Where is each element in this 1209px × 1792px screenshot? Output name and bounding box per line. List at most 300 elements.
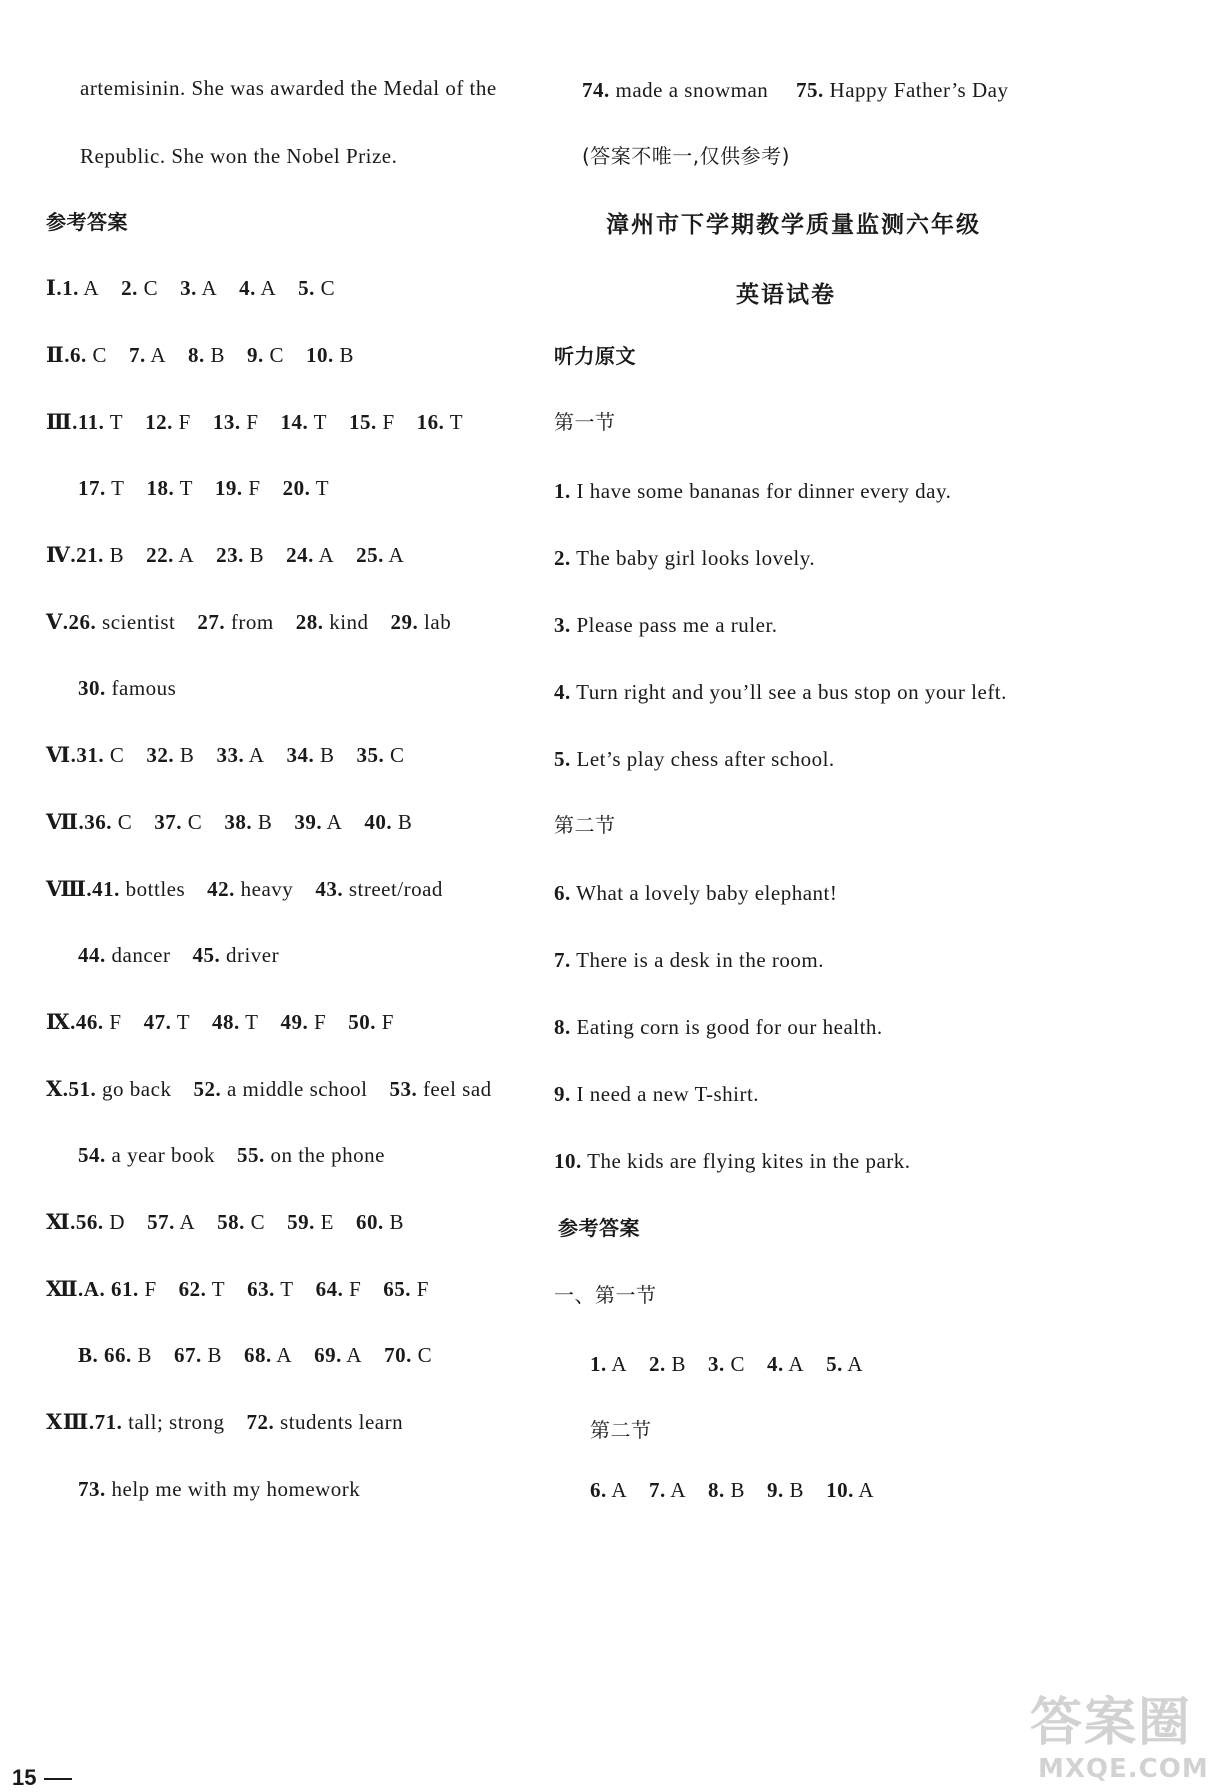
item-answer: A <box>248 743 265 767</box>
sentence-number: 3. <box>554 613 571 637</box>
answer-item <box>590 1352 627 1376</box>
answer-item <box>78 943 170 967</box>
answer-item <box>237 1143 385 1167</box>
item-answer: on the phone <box>270 1143 385 1167</box>
item-number: 13. <box>212 410 241 434</box>
roman-numeral: Ⅲ. <box>46 410 78 434</box>
item-answer: A <box>83 276 100 300</box>
item-number: 5. <box>826 1352 843 1376</box>
item-answer: B <box>389 1210 404 1234</box>
answer-item <box>767 1352 804 1376</box>
item-answer: T <box>245 1010 259 1034</box>
item-number: 9. <box>247 343 264 367</box>
listening-sentence <box>554 1084 759 1105</box>
item-answer: T <box>449 410 464 434</box>
item-answer: students learn <box>280 1410 404 1434</box>
item-number: 29. <box>390 610 419 634</box>
item-answer: go back <box>102 1077 172 1101</box>
answer-item <box>247 1277 293 1301</box>
roman-numeral: ⅩⅢ. <box>46 1410 95 1434</box>
answer-item <box>129 343 166 367</box>
item-answer: A <box>670 1478 687 1502</box>
item-number: 28. <box>295 610 324 634</box>
item-number: 3. <box>708 1352 725 1376</box>
answer-item <box>348 1010 394 1034</box>
item-answer: C <box>250 1210 266 1234</box>
sentence-number: 7. <box>554 948 571 972</box>
answer-item <box>212 1010 258 1034</box>
answer-line <box>78 678 176 699</box>
item-number: 35. <box>356 743 385 767</box>
item-number: 17. <box>78 476 106 500</box>
item-number: 6. <box>69 343 87 367</box>
answer-item <box>281 410 327 434</box>
answer-item <box>216 743 264 767</box>
item-number: 50. <box>348 1010 376 1034</box>
item-answer: A <box>611 1352 628 1376</box>
answer-item <box>95 1410 225 1434</box>
answer-item <box>287 1210 334 1234</box>
item-answer: A <box>318 543 335 567</box>
item-answer: C <box>109 743 125 767</box>
item-number: 21. <box>76 543 104 567</box>
answer-item <box>315 877 443 901</box>
item-number: 56. <box>75 1210 104 1234</box>
item-answer: C <box>92 343 107 367</box>
item-number: 30. <box>78 676 106 700</box>
answer-item <box>417 410 463 434</box>
page-footer <box>12 1765 72 1791</box>
answer-item <box>283 476 329 500</box>
item-answer: T <box>179 476 193 500</box>
item-answer: heavy <box>240 877 294 901</box>
item-answer: B <box>397 810 413 834</box>
answer-item <box>826 1352 863 1376</box>
answer-line <box>46 745 404 766</box>
item-answer: C <box>269 343 285 367</box>
roman-numeral: Ⅵ. <box>46 743 77 767</box>
listening-heading: 听力原文 <box>554 344 636 368</box>
answer-item <box>356 543 404 567</box>
item-number: 48. <box>212 1010 240 1034</box>
answer-item <box>391 610 452 634</box>
answer-item <box>78 1143 215 1167</box>
roman-numeral: Ⅻ. <box>46 1277 84 1301</box>
item-answer: F <box>416 1277 429 1301</box>
answer-item <box>590 1478 627 1502</box>
item-number: 3. <box>180 276 197 300</box>
item-number: 33. <box>216 743 245 767</box>
answer-item <box>708 1352 745 1376</box>
part2-heading: 第二节 <box>554 813 616 837</box>
answer-item <box>216 543 264 567</box>
answer-item <box>316 1277 362 1301</box>
answer-item <box>281 1010 327 1034</box>
answer-item <box>78 676 176 700</box>
sentence-number: 5. <box>554 747 571 771</box>
item-number: 37. <box>154 810 183 834</box>
answer-line <box>78 1345 432 1366</box>
part1-heading: 第一节 <box>554 410 616 434</box>
answer-item <box>215 476 261 500</box>
item-answer: A <box>150 343 166 367</box>
item-answer: T <box>176 1010 191 1034</box>
answer-item <box>76 543 124 567</box>
answer-item <box>174 1343 222 1367</box>
answer-line <box>46 1079 492 1100</box>
item-answer: A <box>179 1210 196 1234</box>
answer-line <box>78 945 279 966</box>
answer-item <box>247 343 284 367</box>
item-answer: F <box>144 1277 157 1301</box>
item-number: B. 66. <box>78 1343 132 1367</box>
item-answer: lab <box>424 610 452 634</box>
listening-sentence <box>554 1017 883 1038</box>
sentence-text: The baby girl looks lovely. <box>576 546 816 570</box>
item-answer: A <box>611 1478 628 1502</box>
item-answer: A <box>346 1343 363 1367</box>
section-two-heading: 第二节 <box>590 1418 652 1442</box>
sentence-number: 4. <box>554 680 571 704</box>
item-number: 34. <box>286 743 315 767</box>
listening-sentence <box>554 883 837 904</box>
item-number: 55. <box>236 1143 265 1167</box>
answer-item <box>76 1210 125 1234</box>
item-number: 1. <box>590 1352 607 1376</box>
item-answer: B <box>730 1478 746 1502</box>
item-number: 24. <box>286 543 314 567</box>
listening-sentence <box>554 749 835 770</box>
answer-item <box>69 1077 172 1101</box>
item-number: 39. <box>294 810 323 834</box>
item-answer: F <box>246 410 259 434</box>
item-number: 25. <box>356 543 384 567</box>
sentence-text: Please pass me a ruler. <box>576 613 778 637</box>
watermark-logo-text: 答案圈 <box>1030 1693 1193 1753</box>
answer-item <box>224 810 272 834</box>
answer-line <box>46 412 463 433</box>
item-number: 40. <box>364 810 393 834</box>
item-number: 74. <box>582 78 610 102</box>
item-number: 10. <box>306 343 334 367</box>
roman-numeral: Ⅺ. <box>46 1210 76 1234</box>
answer-item <box>62 276 99 300</box>
answer-line <box>78 478 329 499</box>
item-answer: C <box>320 276 336 300</box>
item-answer: tall; strong <box>128 1410 225 1434</box>
answer-item <box>197 610 273 634</box>
item-answer: F <box>349 1277 362 1301</box>
item-number: 26. <box>68 610 97 634</box>
item-number: 7. <box>128 343 146 367</box>
answer-item <box>826 1478 874 1502</box>
item-number: 38. <box>224 810 253 834</box>
answer-item <box>146 743 194 767</box>
answer-item <box>78 1343 152 1367</box>
item-answer: A <box>388 543 405 567</box>
sentence-text: Turn right and you’ll see a bus stop on your left. <box>576 680 1007 704</box>
item-number: 60. <box>355 1210 384 1234</box>
item-answer: B <box>210 343 225 367</box>
answers-heading-right: 参考答案 <box>558 1216 640 1240</box>
answer-note: (答案不唯一,仅供参考) <box>582 144 790 168</box>
sentence-text: Let’s play chess after school. <box>576 747 835 771</box>
answer-item <box>213 410 259 434</box>
item-number: 36. <box>84 810 113 834</box>
item-number: 16. <box>416 410 445 434</box>
item-answer: C <box>730 1352 746 1376</box>
page-number: 15 <box>12 1765 37 1790</box>
item-answer: T <box>280 1277 294 1301</box>
item-answer: A <box>326 810 343 834</box>
answer-line <box>46 812 412 833</box>
answer-item <box>84 810 132 834</box>
item-answer: E <box>320 1210 334 1234</box>
item-answer: B <box>339 343 355 367</box>
item-number: 15. <box>348 410 377 434</box>
item-number: 69. <box>314 1343 342 1367</box>
item-answer: T <box>315 476 330 500</box>
item-number: 63. <box>247 1277 275 1301</box>
item-answer: a year book <box>111 1143 215 1167</box>
item-number: 7. <box>649 1478 666 1502</box>
answer-item <box>286 543 334 567</box>
answer-line <box>46 1279 429 1300</box>
item-answer: F <box>382 410 395 434</box>
item-answer: C <box>187 810 203 834</box>
item-number: 70. <box>384 1343 412 1367</box>
item-answer: T <box>109 410 124 434</box>
answer-item <box>383 1277 429 1301</box>
answer-line <box>46 1012 394 1033</box>
item-answer: B <box>789 1478 805 1502</box>
item-number: 73. <box>78 1477 106 1501</box>
sentence-number: 1. <box>554 479 571 503</box>
item-number: 23. <box>216 543 244 567</box>
item-number: 65. <box>383 1277 411 1301</box>
answer-item <box>286 743 334 767</box>
item-answer: T <box>111 476 125 500</box>
item-answer: street/road <box>348 877 443 901</box>
answer-item <box>147 1210 195 1234</box>
sentence-text: What a lovely baby elephant! <box>576 881 838 905</box>
item-answer: A <box>260 276 277 300</box>
item-number: 44. <box>78 943 106 967</box>
answer-item <box>247 1410 404 1434</box>
answer-line <box>46 1212 404 1233</box>
item-answer: feel sad <box>422 1077 492 1101</box>
answer-line <box>78 1479 360 1500</box>
item-answer: B <box>137 1343 153 1367</box>
item-answer: C <box>417 1343 433 1367</box>
item-answer: B <box>249 543 265 567</box>
roman-numeral: Ⅷ. <box>46 877 93 901</box>
item-number: 54. <box>78 1143 106 1167</box>
item-number: 53. <box>389 1077 418 1101</box>
answer-line-74-75 <box>582 80 1008 101</box>
listening-sentence <box>554 950 824 971</box>
item-answer: B <box>319 743 335 767</box>
answer-item <box>364 810 412 834</box>
answer-item <box>217 1210 265 1234</box>
answer-item <box>649 1478 686 1502</box>
item-answer: Happy Father’s Day <box>829 78 1009 102</box>
item-answer: famous <box>111 676 177 700</box>
item-number: 32. <box>146 743 175 767</box>
answer-item <box>356 1210 404 1234</box>
item-answer: from <box>230 610 274 634</box>
item-answer: F <box>248 476 261 500</box>
answer-item <box>121 276 158 300</box>
item-number: 49. <box>280 1010 309 1034</box>
answer-item <box>144 1010 190 1034</box>
item-answer: B <box>207 1343 223 1367</box>
item-answer: B <box>109 543 125 567</box>
item-answer: F <box>178 410 191 434</box>
item-number: 9. <box>767 1478 784 1502</box>
listening-sentence <box>554 615 778 636</box>
answer-item <box>78 1477 360 1501</box>
section-one-heading: 一、第一节 <box>554 1283 657 1307</box>
roman-numeral: Ⅰ. <box>46 276 63 300</box>
item-number: 75. <box>796 78 824 102</box>
item-number: 42. <box>207 877 235 901</box>
sentence-number: 8. <box>554 1015 571 1039</box>
section-one-answers <box>590 1354 863 1375</box>
answer-item <box>356 743 404 767</box>
sentence-text: The kids are flying kites in the park. <box>587 1149 911 1173</box>
sentence-text: I have some bananas for dinner every day. <box>576 479 952 503</box>
item-number: A. 61. <box>83 1277 139 1301</box>
item-answer: F <box>109 1010 122 1034</box>
answer-item <box>179 1277 225 1301</box>
answer-item <box>306 343 354 367</box>
answer-item <box>314 1343 362 1367</box>
answer-line <box>46 879 443 900</box>
listening-sentence <box>554 1151 911 1172</box>
item-number: 64. <box>315 1277 344 1301</box>
sentence-text: There is a desk in the room. <box>576 948 824 972</box>
item-answer: C <box>117 810 133 834</box>
roman-numeral: Ⅱ. <box>46 343 70 367</box>
answer-item <box>145 410 191 434</box>
answer-item <box>649 1352 686 1376</box>
item-answer: T <box>211 1277 226 1301</box>
item-number: 18. <box>146 476 175 500</box>
passage-line: artemisinin. She was awarded the Medal of the <box>80 76 497 100</box>
item-number: 2. <box>121 276 138 300</box>
item-number: 22. <box>146 543 174 567</box>
answer-item <box>76 1010 122 1034</box>
exam-title: 漳州市下学期教学质量监测六年级 <box>606 212 981 238</box>
item-number: 8. <box>187 343 205 367</box>
item-number: 41. <box>92 877 120 901</box>
answer-item <box>84 1277 157 1301</box>
item-number: 27. <box>197 610 226 634</box>
watermark-domain: MXQE.COM <box>1038 1754 1209 1784</box>
answer-item <box>70 343 107 367</box>
item-number: 1. <box>62 276 79 300</box>
answer-item <box>239 276 276 300</box>
answer-item <box>76 743 124 767</box>
answer-item <box>294 810 342 834</box>
answer-item <box>180 276 217 300</box>
item-answer: bottles <box>125 877 186 901</box>
item-number: 14. <box>280 410 309 434</box>
item-answer: B <box>257 810 273 834</box>
item-number: 2. <box>649 1352 666 1376</box>
section-two-answers <box>590 1480 874 1501</box>
roman-numeral: Ⅴ. <box>46 610 69 634</box>
sentence-number: 2. <box>554 546 571 570</box>
sentence-number: 10. <box>554 1149 582 1173</box>
item-answer: help me with my homework <box>111 1477 361 1501</box>
answer-item <box>192 943 279 967</box>
item-number: 57. <box>147 1210 175 1234</box>
answer-item <box>244 1343 292 1367</box>
item-answer: F <box>314 1010 327 1034</box>
item-number: 47. <box>143 1010 172 1034</box>
item-answer: A <box>788 1352 805 1376</box>
answer-item <box>146 476 192 500</box>
item-number: 72. <box>246 1410 275 1434</box>
sentence-number: 9. <box>554 1082 571 1106</box>
item-answer: A <box>858 1478 875 1502</box>
item-number: 11. <box>77 410 105 434</box>
item-answer: T <box>313 410 327 434</box>
answer-line <box>46 345 354 366</box>
item-number: 58. <box>217 1210 245 1234</box>
roman-numeral: Ⅸ. <box>46 1010 76 1034</box>
item-number: 46. <box>75 1010 104 1034</box>
sentence-text: I need a new T-shirt. <box>576 1082 760 1106</box>
answer-item <box>298 276 335 300</box>
answer-item <box>389 1077 491 1101</box>
answer-item <box>69 610 176 634</box>
item-answer: C <box>389 743 405 767</box>
item-number: 10. <box>826 1478 854 1502</box>
sentence-number: 6. <box>554 881 571 905</box>
answer-item <box>146 543 194 567</box>
item-answer: A <box>178 543 195 567</box>
item-number: 43. <box>315 877 344 901</box>
footer-dash <box>44 1778 72 1780</box>
item-number: 45. <box>192 943 221 967</box>
answer-item <box>207 877 293 901</box>
roman-numeral: Ⅳ. <box>46 543 77 567</box>
item-answer: A <box>276 1343 293 1367</box>
answer-item <box>92 877 185 901</box>
answer-line <box>46 1412 403 1433</box>
answer-item <box>296 610 369 634</box>
item-number: 62. <box>178 1277 207 1301</box>
answer-line <box>46 612 451 633</box>
item-number: 51. <box>68 1077 97 1101</box>
item-answer: kind <box>329 610 369 634</box>
roman-numeral: Ⅹ. <box>46 1077 69 1101</box>
site-watermark <box>1020 1680 1209 1790</box>
answer-item <box>767 1478 804 1502</box>
item-answer: A <box>847 1352 864 1376</box>
item-number: 4. <box>239 276 256 300</box>
answer-line <box>46 545 404 566</box>
item-number: 67. <box>174 1343 202 1367</box>
item-answer: driver <box>225 943 280 967</box>
item-answer: C <box>143 276 159 300</box>
item-number: 12. <box>145 410 173 434</box>
listening-sentence <box>554 481 951 502</box>
answer-item <box>78 410 123 434</box>
